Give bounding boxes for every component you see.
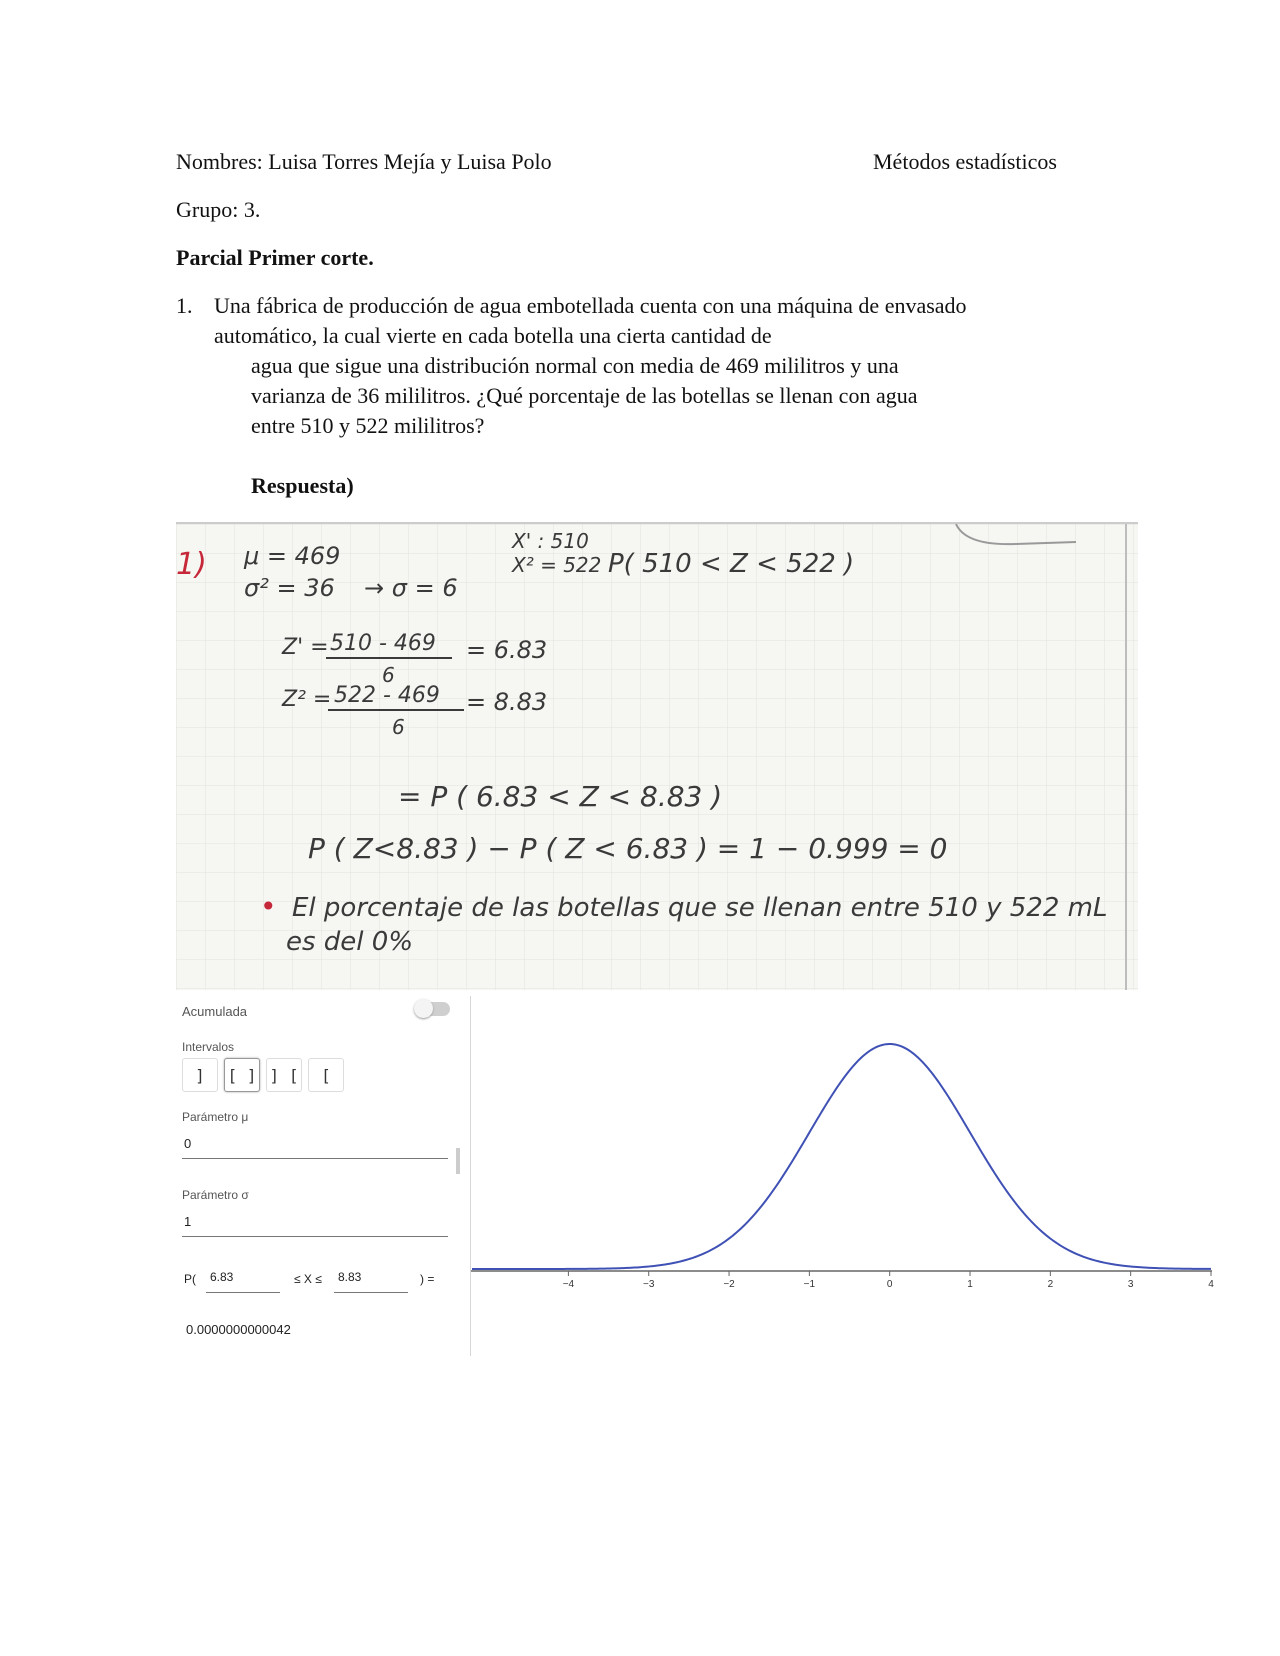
question-line-1: Una fábrica de producción de agua embotellada cuenta con una máquina de envasado (214, 293, 967, 318)
sigma-input[interactable]: 1 (184, 1214, 192, 1229)
panel-scrollbar[interactable] (456, 1148, 460, 1174)
x2-value: X² = 522 (512, 553, 602, 577)
conclusion-line-2: es del 0% (286, 927, 414, 957)
parameter-panel (176, 996, 471, 1356)
z2-numerator: 522 - 469 (334, 683, 440, 708)
interval-between-button[interactable]: [ ] (224, 1058, 260, 1092)
conclusion-line-1: El porcentaje de las botellas que se llenan entre 510 y 522 mL (292, 893, 1108, 923)
z1-result: = 6.83 (466, 636, 548, 664)
handwritten-sheet (176, 524, 1138, 990)
course-name: Métodos estadísticos (873, 149, 1057, 174)
x-tick-label: −1 (803, 1279, 816, 1290)
sigma-input-underline (182, 1236, 448, 1237)
z2-result: = 8.83 (466, 688, 548, 716)
student-names: Nombres: Luisa Torres Mejía y Luisa Polo (176, 149, 552, 174)
x-tick-label: −3 (643, 1279, 655, 1290)
x-tick-label: 0 (886, 1279, 893, 1290)
normal-pdf-line (472, 1044, 1211, 1269)
cumulative-toggle-knob[interactable] (414, 999, 433, 1018)
answer-heading: Respuesta) (251, 473, 354, 498)
question-number: 1. (176, 293, 193, 318)
between-label: ≤ X ≤ (294, 1272, 322, 1286)
probability-result: 0.0000000000042 (186, 1322, 291, 1337)
x-tick-label: 4 (1208, 1279, 1214, 1290)
intervals-label: Intervalos (182, 1040, 235, 1054)
item-number: 1) (176, 547, 207, 582)
lower-bound-underline (206, 1292, 280, 1293)
probability-statement: P( 510 < Z < 522 ) (608, 549, 855, 579)
step-two: P ( Z<8.83 ) − P ( Z < 6.83 ) = 1 − 0.999 = 0 (308, 832, 948, 865)
group-label: Grupo: 3. (176, 197, 261, 222)
step-one: = P ( 6.83 < Z < 8.83 ) (398, 780, 723, 813)
variance-value: σ² = 36 (244, 574, 335, 602)
exam-title: Parcial Primer corte. (176, 245, 374, 270)
interval-right-tail-button[interactable]: [ (308, 1058, 344, 1092)
x-tick-label: 1 (967, 1279, 973, 1290)
mu-input[interactable]: 0 (184, 1136, 192, 1151)
z1-label: Z' = (282, 635, 329, 660)
probability-open-label: P( (184, 1272, 196, 1286)
bullet-icon: • (260, 890, 277, 923)
mu-input-underline (182, 1158, 448, 1159)
sigma-label: Parámetro σ (182, 1188, 249, 1202)
sigma-value: → σ = 6 (364, 574, 458, 602)
z1-denominator: 6 (382, 663, 395, 687)
upper-bound-input[interactable]: 8.83 (338, 1270, 362, 1284)
cumulative-label: Acumulada (182, 1004, 248, 1019)
x1-value: X' : 510 (512, 529, 589, 553)
x-tick-label: −2 (723, 1279, 735, 1290)
normal-curve-chart (471, 996, 1212, 1356)
x-tick-label: 3 (1127, 1279, 1134, 1290)
probability-equals-label: ) = (420, 1272, 435, 1286)
mean-value: μ = 469 (244, 542, 341, 570)
lower-bound-input[interactable]: 6.83 (210, 1270, 234, 1284)
z1-numerator: 510 - 469 (330, 631, 436, 656)
x-tick-label: −4 (562, 1279, 575, 1290)
z2-label: Z² = (282, 687, 332, 712)
question-line-3: agua que sigue una distribución normal con media de 469 mililitros y una (251, 353, 899, 378)
x-tick-label: 2 (1047, 1279, 1054, 1290)
probability-calculator (176, 996, 1212, 1356)
z2-denominator: 6 (392, 715, 405, 739)
question-line-2: automático, la cual vierte en cada botella una cierta cantidad de (214, 323, 772, 348)
question-line-5: entre 510 y 522 mililitros? (251, 413, 485, 438)
interval-left-tail-button[interactable]: ] (182, 1058, 218, 1092)
question-line-4: varianza de 36 mililitros. ¿Qué porcentaje de las botellas se llenan con agua (251, 383, 918, 408)
interval-two-tailed-button[interactable]: ] [ (266, 1058, 302, 1092)
handwritten-solution (176, 522, 1138, 990)
mu-label: Parámetro μ (182, 1110, 249, 1124)
upper-bound-underline (334, 1292, 408, 1293)
